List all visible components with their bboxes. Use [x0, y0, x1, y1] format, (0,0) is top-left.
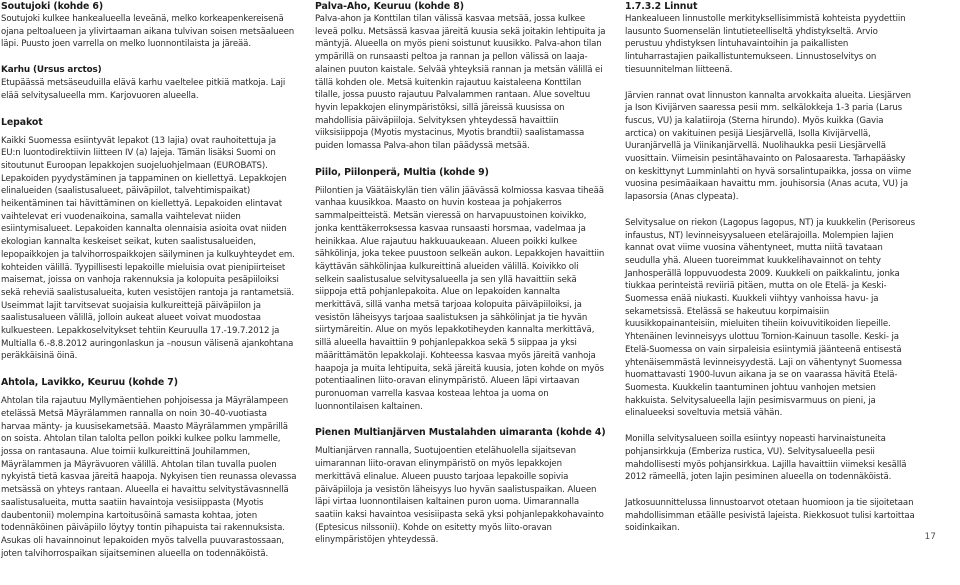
- page-number: 17: [924, 532, 936, 542]
- section-heading: Pienen Multianjärven Mustalahden uimaranta (kohde 4): [315, 427, 606, 439]
- subheading: Karhu (Ursus arctos): [1, 65, 102, 76]
- section-heading: Palva-Aho, Keuruu (kohde 8): [315, 1, 464, 12]
- section-heading: Piilo, Piilonperä, Multia (kohde 9): [315, 166, 489, 178]
- paragraph: Etupäässä metsäseuduilla elävä karhu vaeltelee pitkiä matkoja. Laji elää selvitysalueella mm. Karjovuoren alueella.: [1, 78, 286, 101]
- paragraph: Kaikki Suomessa esiintyvät lepakot (13 lajia) ovat rauhoitettuja ja EU:n luontodirektiivin liitteen IV (a) lajeja. Tämän lisäksi Suomi on sitoutunut Euroopan lepakkojen suojeluohjelmaan (EUROBATS). Lepakoiden pyydystäminen ja tappaminen on kiellettyä. Lepakkojen elinalueiden (saalistusalueet, päiväpiilot, talvehtimispaikat) heikentäminen tai hävittäminen on kiellettyä. Lepakoiden elintavat vaihtelevat eri vuodenaikoina, samalla vaihtelevat niiden esiintymisalueet. Lepakoiden kannalta olennaisia asioita ovat niiden ekologian kannalta keskeiset seikat, kuten saalistusalueiden, lepopaikkojen ja talvihorrospaikkojen säilyminen ja kulkuyhteydet em. kohteiden välillä. Tyypillisesti lepakoille mieluisia ovat pienipiirteiset maisemat, joissa on vanhoja rakennuksia ja kolopuita pesäpiiloiksi sekä reheviä saalistusalueita, kuten vesistöjen rantoja ja rantametsiä. Useimmat lajit tarvitsevat suojaisia kulkureittejä päiväpiilon ja saalistusalueen välillä, jolloin aukeat alueet voivat muodostaa kulkuesteen. Lepakkoselvitykset tehtiin Keuruulla 17.-19.7.2012 ja Multialla 6.-8.8.2012 auringonlaskun ja –nousun välisenä ajankohtana peräkkäisinä öinä.: [1, 135, 295, 362]
- column-left: [1, 0, 297, 560]
- paragraph: Ahtolan tila rajautuu Myllymäentiehen pohjoisessa ja Mäyrälampeen etelässä Metsä Mäyrälammen rannalla on noin 30–40-vuotiasta harvaa mänty- ja kuusisekametsää. Maasto Mäyrälammen ympärillä on soista. Ahtolan tilan talolta pellon poikki kulkee polku lammelle, jossa on rantasauna. Alue toimii kulkureittinä Jouhilammen, Mäyrälammen ja Mäyrävuoren välillä. Ahtolan tilan tuvalla puolen nykyistä tietä kasvaa järeitä haapoja. Nykyisen tien reunassa olevassa metsässä on yhteys rantaan. Alueella ei havaittu selvitystävasnnellä saalistusalueita, mutta saatiin havaintoja vesisiippasta (Myotis daubentonii) molempina kartoitusöinä samasta kohtaa, joten todennäköinen päiväpiilo löytyy tontin pihapuista tai rakennuksista. Asukas oli havainnoinut lepakoiden myös talvella puuvarastossaan, joten talvihorrospaikan sijaitseminen alueella on todennäköistä.: [1, 396, 297, 559]
- paragraph: Piilontien ja Väätäiskylän tien välin jäävässä kolmiossa kasvaa tiheää vanhaa kuusikkoa. Maasto on huvin kosteaa ja pohjakerros sammalpeitteistä. Metsän vieressä on harvapuustoinen koivikko, jonka kenttäkerroksessa kasvaa runsaasti horsmaa, vadelmaa ja heinikkaa. Alue rajautuu hakkuuaukeaan. Alueen poikki kulkee sähkölinja, joka tekee puustoon selkeän aukon. Lepakkojen havaittiin käyttävän sähkölinjaa kulkureittinä alueiden välillä. Koivikko oli selkein saalistusalue selvitysalueella ja sen yllä havaittiin sekä siippoja että pohjanlepakoita. Alue on lepakoiden kannalta merkittävä, sillä vanha metsä tarjoaa kolopuita päiväpiiloiksi, ja vesistön läheisyys tarjoaa saalistuksen ja sähkölinjat ja tie hyvän siirtymäreitin. Alue on myös lepakkotiheyden kannalta merkittävä, sillä alueella havaittiin 9 pohjanlepakkoa sekä 5 siippaa ja yksi määrittämätön lepakkolaji. Kohteessa kasvaa myös järeitä vanhoja haapoja ja muita lehtipuita, sekä järeitä kuusia, joten kohde on myös potentiaalinen liito-oravan elinympäristö. Alueen läpi virtaavan puronuoman varrella kasvaa kosteaa lehtoa ja uoma on luonnontilaisen kaltainen.: [315, 185, 605, 412]
- paragraph: Multianjärven rannalla, Suotujoentien etelähuolella sijaitsevan uimarannan liito-oravan elinympäristö on myös lepakkojen merkittävä elinalue. Alueen puusto tarjoaa lepakoille sopivia päiväpiiloja ja vesistön läheisyys luo hyvän saalistuspaikan. Alueen läpi virtaa luonnontilaisen kaltainen puron uoma. Uimarannalla saatiin kaksi havaintoa vesisiipasta sekä yksi pohjanlepakkohavainto (Eptesicus nilssonii). Kohde on esitetty myös liito-oravan elinympäristöjen yhteydessä.: [315, 446, 604, 546]
- paragraph: Palva-ahon ja Konttilan tilan välissä kasvaa metsää, jossa kulkee leveä polku. Metsässä kasvaa järeitä kuusia sekä joitakin lehtipuita ja mäntyjä. Alueella on myös pieni soistunut kuusikko. Palva-ahon tilan ympärillä on runsaasti peltoa ja rannan ja pellon välissä on laaja-alainen puuton kaistale. Selvää yhteyksiä rannan ja metsän välillä ei tällä kohden ole. Metsä kuitenkin rajautuu kaistaleena Konttilan tilalle, jossa puusto rajautuu Palvalammen rantaan. Alue soveltuu hyvin lepakkojen elinympäristöksi, sillä järeissä kuusissa on mahdollisia päiväpiiloja. Selvityksen yhteydessä havaittiin viiksisiippoja (Myotis mystacinus, Myotis brandtii) saalistamassa puiden lomassa Palva-ahon tilan päädyssä metsää.: [315, 14, 606, 152]
- section-heading: Ahtola, Lavikko, Keuruu (kohde 7): [1, 377, 178, 389]
- paragraph: Soutujoki kulkee hankealueella leveänä, melko korkeapenkereisenä ojana peltoalueen ja ylivirtaaman aikana tulvivan soisen metsäalueen läpi. Puusto joen varrella on melko luonnontilaista ja järeää.: [1, 14, 295, 50]
- section-heading: Lepakot: [1, 116, 43, 128]
- paragraph: Monilla selvitysalueen soilla esiintyy nopeasti harvinaistuneita pohjansirkkuja (Emberiza rustica, VU). Selvitysalueella pesii mahdollisesti myös pohjansirkkua. Lajilla havaittiin viimeksi kesällä 2012 rämeellä, joten lajin pesiminen alueella on todennäköistä.: [625, 434, 907, 483]
- column-middle: [315, 0, 606, 547]
- column-right: [625, 0, 915, 535]
- section-heading: 1.7.3.2 Linnut: [625, 1, 698, 12]
- section-heading: Soutujoki (kohde 6): [1, 1, 104, 12]
- paragraph: Järvien rannat ovat linnuston kannalta arvokkaita alueita. Liesjärven ja Ison Kivijärven saaressa pesii mm. selkälokkeja 1-3 paria (Larus fuscus, VU) ja kalatiiroja (Sterna hirundo). Myös kuikka (Gavia arctica) on vakituinen pesijä Liesjärvellä, Isolla Kivijärvellä, Uuranjärvellä ja Viinikanjärvellä. Nuolihaukka pesii Liesjärvellä vuosittain. Viimeisin pesintähavainto on Palosaaresta. Tarhapääsky on keskittynyt Lumminlahti on hyvä sorsalintupaikka, jossa on viime vuosina pesimäaikaan havaittu mm. jouhisorsia (Anas acuta, VU) ja lapasorsia (Anas clypeata).: [625, 90, 912, 203]
- paragraph: Jatkosuunnittelussa linnustoarvot otetaan huomioon ja tie sijoitetaan mahdollisimman etäälle pesivistä lajeista. Riekkosuot tulisi kartoittaa soidinkaikan.: [625, 497, 915, 534]
- paragraph: Hankealueen linnustolle merkityksellisimmistä kohteista pyydettiin lausunto Suomenselän lintutieteelliseltä yhdistykseltä. Arvio perustuu yhdistyksen lintuhavaintoihin ja paikallisten lintuharrastajien paikallistuntemukseen. Linnustoselvitys on tiesuunnitelman liitteenä.: [625, 14, 906, 75]
- paragraph: Selvitysalue on riekon (Lagopus lagopus, NT) ja kuukkelin (Perisoreus infaustus, NT) levinneisyysalueen etelärajoilla. Molempien lajien kannat ovat viime vuosina vähentyneet, mutta niitä tavataan seudulla yhä. Alueen tuoreimmat kuukkelihavainnot on tehty Janhosperällä loppuvuodesta 2009. Kuukkeli on paikkalintu, jonka tiukkaa perinteistä reviiriä pitäen, mutta on ole Etelä- ja Keski-Suomessa enää niukasti. Kuukkeli viihtyy vanhoissa havu- ja sekametsissä. Etelässä se hakeutuu korpimaisiin kuusikkopainanteisiin, mieluiten tiheiin koivuvitikoiden liepeille. Yhtenäinen levinneisyys ulottuu Tornion-Kainuun tasolle. Keski- ja Etelä-Suomessa on vain sirpaleisia esiintymiä jäänteenä entisestä yhtenäisemmästä levinneisyydestä. Laji on vähentynyt Suomessa huomattavasti 1900-luvun aikana ja se on vaarassa hävitä Etelä-Suomesta. Kuukkelin taantuminen johtuu vanhojen metsien hakkuista. Selvitysalueella lajin pesimisvarmuus on pieni, ja elinalueeksi soveltuvia metsiä vähän.: [625, 217, 915, 419]
